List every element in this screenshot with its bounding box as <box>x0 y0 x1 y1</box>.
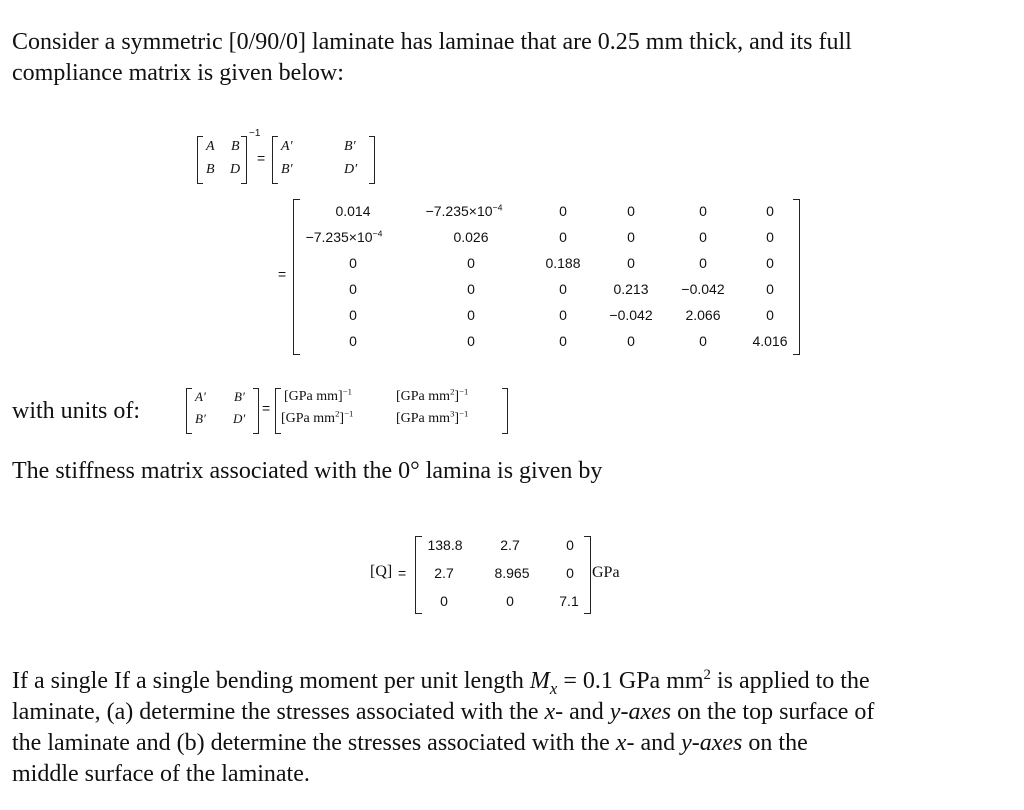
units-rhs-bracket-right <box>502 388 508 434</box>
compliance-cell: 0 <box>766 229 774 245</box>
question-line-3: the laminate and (b) determine the stresses associated with the x- and y-axes on the <box>12 730 808 756</box>
q-cell: 2.7 <box>500 537 520 553</box>
lhs-d: D <box>230 162 241 177</box>
q-cell: 138.8 <box>427 537 463 553</box>
units-lhs-bracket-right <box>253 388 259 434</box>
compliance-cell: 0 <box>349 333 357 349</box>
compliance-cell: 0 <box>627 333 635 349</box>
compliance-cell: 0.213 <box>613 281 649 297</box>
units-cell-12: [GPa $mm^2]^{-1}$ <box>396 386 469 404</box>
q-cell: 7.1 <box>559 593 579 609</box>
compliance-cell: 0.026 <box>453 229 489 245</box>
intro-line-1: Consider a symmetric [0/90/0] laminate has laminae that are 0.25 mm thick, and its full <box>12 29 852 55</box>
q-cell: 2.7 <box>434 565 454 581</box>
compliance-cell: 0 <box>467 333 475 349</box>
q-cell: 0 <box>566 565 574 581</box>
compliance-cell: 0 <box>699 229 707 245</box>
compliance-cell: 0 <box>766 307 774 323</box>
lhs-a: A <box>206 139 215 154</box>
q-cell: 0 <box>506 593 514 609</box>
compliance-cell: 0 <box>467 255 475 271</box>
intro-line-2: compliance matrix is given below: <box>12 60 344 86</box>
compliance-cell: 0 <box>699 333 707 349</box>
compliance-cell: 0 <box>349 255 357 271</box>
rhs-bracket-right <box>369 136 375 184</box>
units-label: with units of: <box>12 398 141 424</box>
q-cell: 0 <box>566 537 574 553</box>
compliance-cell: 0.014 <box>335 203 371 219</box>
compliance-equals: = <box>278 266 287 282</box>
lhs-b-bottom: B <box>206 162 215 177</box>
lhs-exponent: −1 <box>249 128 261 139</box>
compliance-cell: 4.016 <box>752 333 788 349</box>
units-cell-11: [GPa mm]$^{-1}$ <box>284 386 352 404</box>
inverse-equals: = <box>257 150 266 166</box>
compliance-cell: 0 <box>627 229 635 245</box>
rhs-d-prime: D′ <box>344 162 358 177</box>
compliance-cell: 0 <box>349 281 357 297</box>
lhs-bracket-right <box>241 136 247 184</box>
compliance-cell: −0.042 <box>681 281 725 297</box>
q-equals: = <box>398 565 407 581</box>
compliance-cell: 0 <box>627 255 635 271</box>
compliance-cell: 0 <box>699 203 707 219</box>
compliance-cell: $-7.235\times 10^{-4}$ <box>425 202 503 219</box>
compliance-cell: −0.042 <box>609 307 653 323</box>
compliance-cell: 0 <box>559 281 567 297</box>
q-unit: GPa <box>592 564 620 581</box>
compliance-cell: 0 <box>349 307 357 323</box>
compliance-cell: 0 <box>766 203 774 219</box>
compliance-bracket-right <box>793 199 800 355</box>
compliance-cell: 0 <box>467 281 475 297</box>
q-label: [Q] <box>370 563 393 580</box>
compliance-cell: $-7.235\times 10^{-4}$ <box>305 228 383 245</box>
units-equals: = <box>262 400 271 416</box>
rhs-b-prime-top: B′ <box>344 139 356 154</box>
question-line-4: middle surface of the laminate. <box>12 761 310 787</box>
lhs-b-top: B <box>231 139 240 154</box>
compliance-bracket-left <box>293 199 300 355</box>
units-d-prime: D′ <box>233 411 246 426</box>
compliance-cell: 0 <box>766 255 774 271</box>
units-cell-22: [GPa $mm^3]^{-1}$ <box>396 408 469 426</box>
units-a-prime: A′ <box>195 389 206 404</box>
compliance-cell: 0 <box>559 229 567 245</box>
compliance-cell: 0.188 <box>545 255 581 271</box>
units-b-prime-bottom: B′ <box>195 411 206 426</box>
units-b-prime-top: B′ <box>234 389 245 404</box>
compliance-cell: 0 <box>699 255 707 271</box>
compliance-cell: 0 <box>559 333 567 349</box>
compliance-cell: 0 <box>627 203 635 219</box>
compliance-cell: 2.066 <box>685 307 721 323</box>
rhs-a-prime: A′ <box>281 139 293 154</box>
compliance-cell: 0 <box>467 307 475 323</box>
stiffness-text: The stiffness matrix associated with the 0° lamina is given by <box>12 458 603 484</box>
question-line-1: If a single If a single bending moment per unit length $M_x = 0.1$ GPa $mm^2$ is applied to the <box>12 667 870 698</box>
rhs-b-prime-bottom: B′ <box>281 162 293 177</box>
compliance-cell: 0 <box>559 203 567 219</box>
compliance-cell: 0 <box>559 307 567 323</box>
compliance-cell: 0 <box>766 281 774 297</box>
units-cell-21: [GPa $mm^2]^{-1}$ <box>281 408 354 426</box>
rhs-bracket-left <box>272 136 278 184</box>
q-cell: 0 <box>440 593 448 609</box>
lhs-bracket-left <box>197 136 203 184</box>
question-line-2: laminate, (a) determine the stresses associated with the x- and y-axes on the top surface of <box>12 699 875 725</box>
units-lhs-bracket-left <box>186 388 192 434</box>
q-cell: 8.965 <box>494 565 530 581</box>
